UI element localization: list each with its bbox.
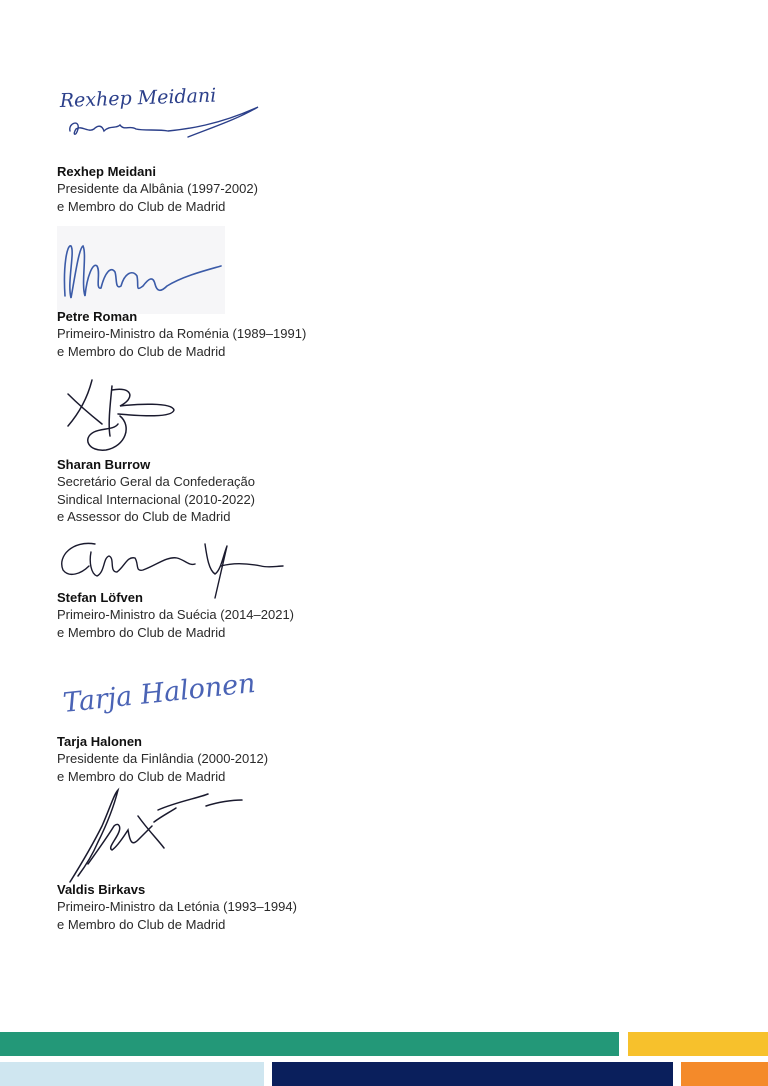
svg-text:Rexhep Meidani: Rexhep Meidani bbox=[59, 84, 217, 112]
signatory-name: Rexhep Meidani bbox=[57, 164, 156, 179]
signatory-title: Primeiro-Ministro da Roménia (1989–1991) bbox=[57, 326, 307, 341]
footer-bar-navy bbox=[272, 1062, 673, 1086]
signatory-stefan-lofven bbox=[57, 589, 457, 641]
signatory-name: Sharan Burrow bbox=[57, 457, 151, 472]
signature-tarja-halonen bbox=[61, 667, 257, 736]
signatory-affiliation: e Membro do Club de Madrid bbox=[57, 768, 226, 784]
footer-bar-green bbox=[0, 1032, 619, 1056]
signatory-title: Secretário Geral da Confederação bbox=[57, 474, 256, 489]
signatory-sharan-burrow bbox=[57, 456, 457, 526]
signature-sharan-burrow bbox=[62, 376, 182, 456]
signatory-affiliation: e Membro do Club de Madrid bbox=[57, 198, 226, 214]
footer-bar-yellow bbox=[628, 1032, 768, 1056]
signatory-title-continued: Sindical Internacional (2010-2022) bbox=[57, 491, 256, 507]
signatory-affiliation: e Membro do Club de Madrid bbox=[57, 343, 226, 359]
signatory-valdis-birkavs bbox=[57, 881, 457, 933]
signatory-petre-roman bbox=[57, 308, 457, 360]
signatory-name: Tarja Halonen bbox=[57, 734, 143, 749]
signatory-title: Primeiro-Ministro da Letónia (1993–1994) bbox=[57, 899, 297, 914]
signatory-tarja-halonen bbox=[57, 733, 457, 785]
signatory-affiliation: e Assessor do Club de Madrid bbox=[57, 509, 231, 524]
svg-text:Tarja Halonen: Tarja Halonen bbox=[61, 667, 257, 719]
signatory-name: Valdis Birkavs bbox=[57, 882, 146, 897]
signatory-name: Petre Roman bbox=[57, 309, 138, 324]
footer-bar-orange bbox=[681, 1062, 768, 1086]
signature-valdis-birkavs bbox=[58, 786, 248, 886]
signatory-title: Primeiro-Ministro da Suécia (2014–2021) bbox=[57, 607, 295, 622]
signatory-title: Presidente da Albânia (1997-2002) bbox=[57, 181, 258, 196]
footer-bar-lightblue bbox=[0, 1062, 264, 1086]
signatory-affiliation: e Membro do Club de Madrid bbox=[57, 916, 226, 932]
signatory-rexhep-meidani bbox=[57, 163, 457, 215]
signatory-name: Stefan Löfven bbox=[57, 590, 143, 605]
signatory-affiliation: e Membro do Club de Madrid bbox=[57, 624, 226, 640]
signature-rexhep-meidani bbox=[58, 85, 268, 155]
signatory-title: Presidente da Finlândia (2000-2012) bbox=[57, 751, 269, 766]
signature-petre-roman bbox=[57, 226, 227, 314]
